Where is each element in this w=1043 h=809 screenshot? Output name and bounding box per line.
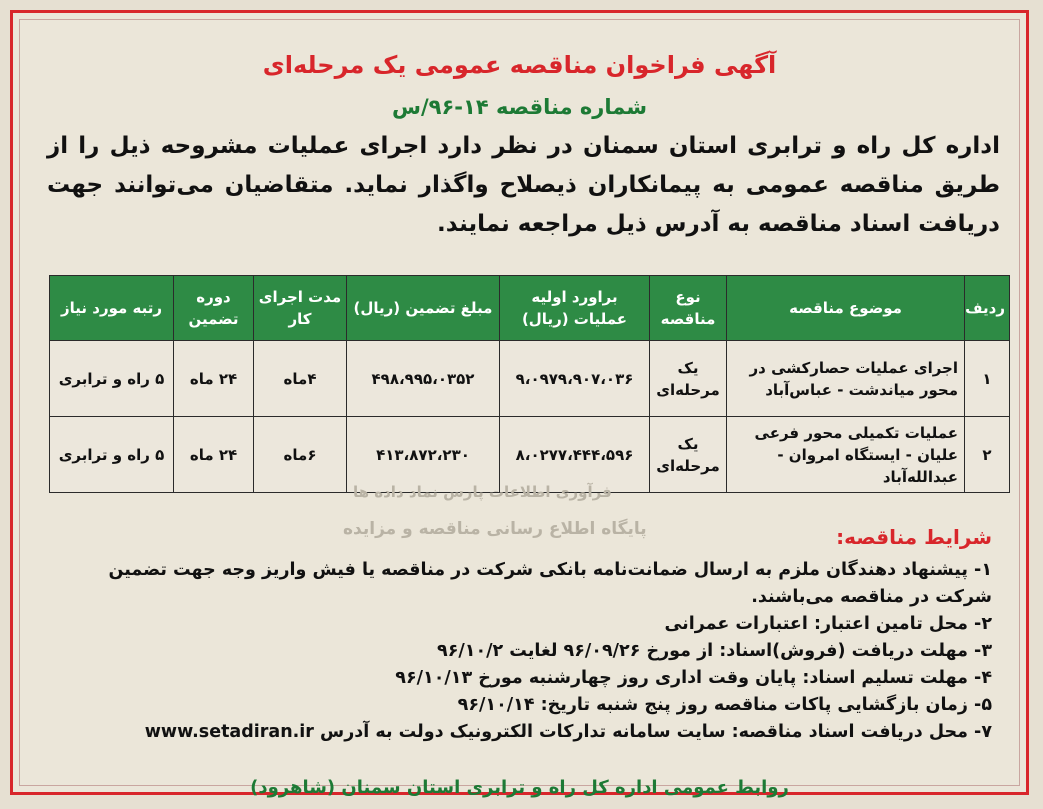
cell-row-number: ۲ (965, 417, 1010, 493)
cell-rank: ۵ راه و ترابری (50, 341, 174, 417)
cell-subject: عملیات تکمیلی محور فرعی علیان - ایستگاه امروان - عبدالله‌آباد (727, 417, 965, 493)
col-header-duration: مدت اجرای کار (254, 276, 347, 341)
col-header-row-number: ردیف (965, 276, 1010, 341)
cell-duration: ۴ماه (254, 341, 347, 417)
footer-publisher: روابط عمومی اداره کل راه و ترابری استان سمنان (شاهرود) (250, 777, 789, 798)
table-row (50, 417, 1010, 493)
intro-paragraph: اداره کل راه و ترابری استان سمنان در نظر دارد اجرای عملیات مشروحه ذیل را از طریق مناقصه عمومی به پیمانکاران ذیصلاح واگذار نماید. متقاضیان می‌توانند جهت دریافت اسناد مناقصه به آدرس ذیل مراجعه نمایند. (47, 133, 1000, 237)
condition-item: ۳- مهلت دریافت (فروش)اسناد: از مورخ ۹۶/۰۹/۲۶ لغایت ۹۶/۱۰/۲ (437, 641, 992, 661)
cell-duration: ۶ماه (254, 417, 347, 493)
col-header-estimate: براورد اولیه عملیات (ریال) (500, 276, 650, 341)
col-header-guarantee-amount: مبلغ تضمین (ریال) (347, 276, 500, 341)
cell-estimate: ۹،۰۹۷۹،۹۰۷،۰۳۶ (500, 341, 650, 417)
notice-title: آگهی فراخوان مناقصه عمومی یک مرحله‌ای (262, 51, 777, 79)
col-header-type: نوع مناقصه (650, 276, 727, 341)
cell-guarantee-amount: ۴۹۸،۹۹۵،۰۳۵۲ (347, 341, 500, 417)
cell-estimate: ۸،۰۲۷۷،۴۴۴،۵۹۶ (500, 417, 650, 493)
conditions-list (47, 557, 992, 746)
cell-type: یک مرحله‌ای (650, 417, 727, 493)
cell-type: یک مرحله‌ای (650, 341, 727, 417)
cell-guarantee-amount: ۴۱۳،۸۷۲،۲۳۰ (347, 417, 500, 493)
conditions-heading: شرایط مناقصه: (836, 525, 992, 549)
tender-number: شماره مناقصه ۱۴-۹۶/س (391, 95, 648, 119)
col-header-rank: رتبه مورد نیاز (50, 276, 174, 341)
condition-item: ۱- پیشنهاد دهندگان ملزم به ارسال ضمانت‌نامه بانکی شرکت در مناقصه یا فیش واریز وجه جهت تضمین شرکت در مناقصه می‌باشند. (108, 560, 992, 607)
notice-frame (10, 10, 1029, 798)
condition-item: ۴- مهلت تسلیم اسناد: پایان وقت اداری روز چهارشنبه مورخ ۹۶/۱۰/۱۳ (395, 668, 992, 688)
cell-rank: ۵ راه و ترابری (50, 417, 174, 493)
cell-row-number: ۱ (965, 341, 1010, 417)
tender-table (49, 275, 1010, 493)
watermark-line: پایگاه اطلاع رسانی مناقصه و مزایده (343, 519, 647, 539)
table-row (50, 341, 1010, 417)
cell-guarantee-period: ۲۴ ماه (174, 417, 254, 493)
condition-item: ۵- زمان بازگشایی پاکات مناقصه روز پنج شنبه تاریخ: ۹۶/۱۰/۱۴ (457, 695, 992, 715)
cell-subject: اجرای عملیات حصارکشی در محور میاندشت - عباس‌آباد (727, 341, 965, 417)
condition-item: ۷- محل دریافت اسناد مناقصه: سایت سامانه تدارکات الکترونیک دولت به آدرس www.setadiran.ir (144, 722, 992, 742)
col-header-guarantee-period: دوره تضمین (174, 276, 254, 341)
col-header-subject: موضوع مناقصه (727, 276, 965, 341)
condition-item: ۲- محل تامین اعتبار: اعتبارات عمرانی (664, 614, 992, 634)
cell-guarantee-period: ۲۴ ماه (174, 341, 254, 417)
watermark-line: فرآوری اطلاعات پارس نماد داده ها (353, 483, 612, 501)
table-header-row (50, 276, 1010, 341)
